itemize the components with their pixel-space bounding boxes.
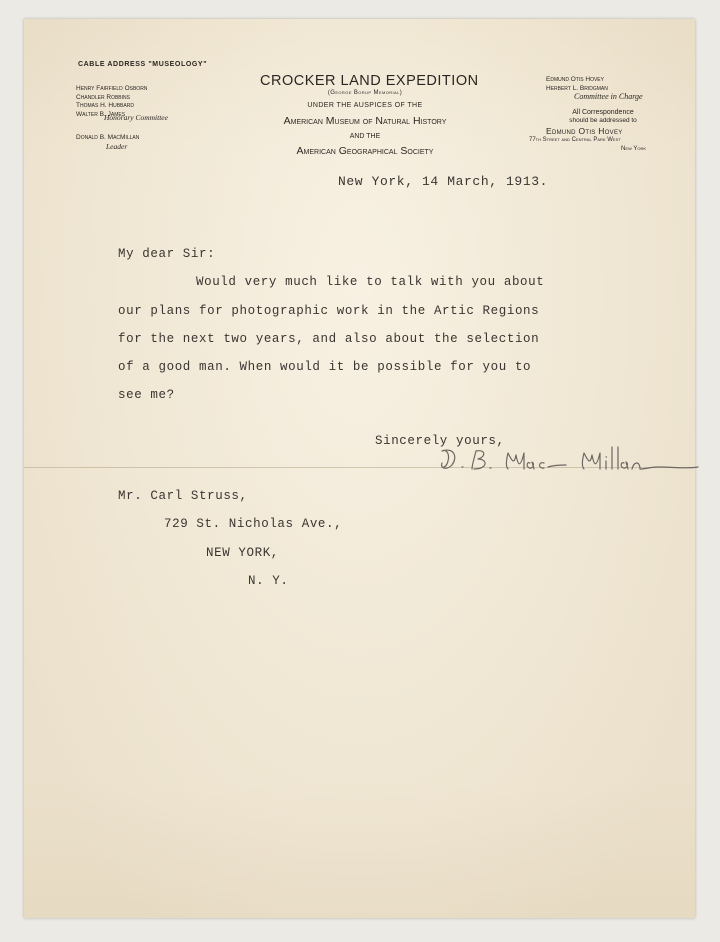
committee-member: Chandler Robbins	[76, 93, 130, 101]
correspondence-line-2: should be addressed to	[569, 117, 637, 124]
cable-address: CABLE ADDRESS "MUSEOLOGY"	[78, 61, 208, 68]
committee-in-charge-list	[546, 76, 608, 93]
correspondence-name: Edmund Otis Hovey	[546, 126, 623, 136]
letter-sheet	[24, 19, 695, 918]
auspices-line: UNDER THE AUSPICES OF THE	[307, 102, 423, 109]
leader-label: Leader	[106, 142, 128, 151]
committee-member: Henry Fairfield Osborn	[76, 85, 148, 92]
expedition-title: CROCKER LAND EXPEDITION	[260, 73, 479, 89]
closing: Sincerely yours,	[375, 434, 505, 448]
salutation: My dear Sir:	[118, 247, 216, 261]
recipient-name: Mr. Carl Struss,	[118, 489, 248, 503]
memorial-subtitle: (George Borup Memorial)	[327, 90, 403, 96]
body-line: our plans for photographic work in the Artic Regions	[118, 304, 540, 318]
recipient-street: 729 St. Nicholas Ave.,	[164, 517, 343, 531]
body-line: for the next two years, and also about the selection	[118, 332, 540, 346]
committee-member: Herbert L. Bridgman	[546, 84, 608, 92]
committee-member: Edmund Otis Hovey	[546, 76, 604, 83]
committee-member: Thomas H. Hubbard	[76, 102, 134, 110]
honorary-committee-label: Honorary Committee	[104, 113, 168, 122]
body-line: Would very much like to talk with you about	[196, 275, 545, 289]
body-line: of a good man. When would it be possible for you to	[118, 360, 532, 374]
and-the-line: AND THE	[349, 133, 381, 140]
body-line: see me?	[118, 388, 175, 402]
recipient-state: N. Y.	[248, 574, 289, 588]
museum-name: American Museum of Natural History	[283, 115, 447, 127]
correspondence-line-1: All Correspondence	[572, 109, 634, 116]
letter-date: New York, 14 March, 1913.	[338, 174, 549, 189]
society-name: American Geographical Society	[296, 145, 434, 157]
committee-member: Walter B. James	[76, 110, 126, 118]
recipient-city: NEW YORK,	[206, 546, 279, 560]
committee-in-charge-label: Committee in Charge	[574, 92, 643, 101]
signature-image	[436, 439, 706, 479]
leader-name: Donald B. MacMillan	[76, 134, 140, 141]
address-street: 77th Street and Central Park West	[529, 137, 621, 143]
address-city: New York	[621, 146, 647, 152]
